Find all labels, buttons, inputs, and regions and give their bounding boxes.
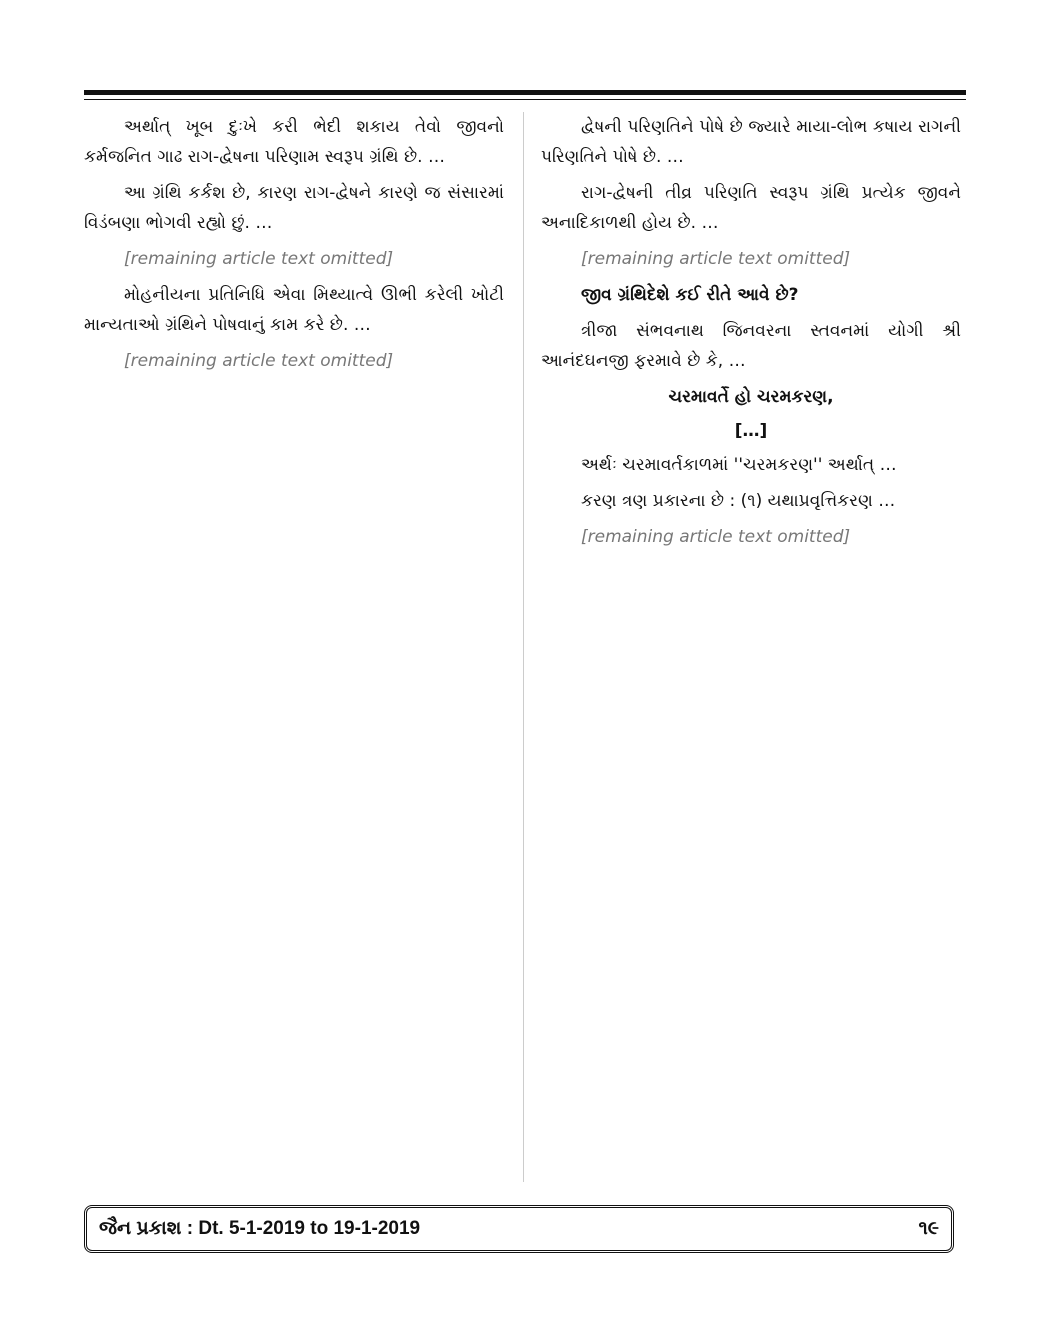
page-number: ૧૯ [918, 1218, 939, 1239]
omitted-text-note: [remaining article text omitted] [581, 527, 851, 547]
publication-info: જૈન પ્રકાશ : Dt. 5-1-2019 to 19-1-2019 [99, 1218, 421, 1239]
right-column [541, 112, 961, 1182]
header-rule-thick [84, 90, 966, 95]
omitted-text-note: [remaining article text omitted] [581, 249, 851, 269]
body-paragraph: રાગ-દ્વેષની તીવ્ર પરિણતિ સ્વરૂપ ગ્રંથિ પ્રત્યેક જીવને અનાદિકાળથી હોય છે. … [541, 183, 961, 233]
body-paragraph: કરણ ત્રણ પ્રકારના છે : (૧) યથાપ્રવૃત્તિકરણ … [581, 491, 896, 511]
body-paragraph: અર્થઃ ચરમાવર્તકાળમાં ''ચરમકરણ'' અર્થાત્ … [581, 455, 897, 475]
section-heading: જીવ ગ્રંથિદેશે કઈ રીતે આવે છે? [581, 285, 799, 305]
header-rule-thin [84, 99, 966, 100]
omitted-text-note: [remaining article text omitted] [124, 351, 394, 371]
omitted-text-note: [remaining article text omitted] [124, 249, 394, 269]
body-paragraph: મોહનીયના પ્રતિનિધિ એવા મિથ્યાત્વે ઊભી કરેલી ખોટી માન્યતાઓ ગ્રંથિને પોષવાનું કામ કરે છે. … [84, 285, 504, 335]
column-divider [523, 112, 524, 1182]
body-paragraph: અર્થાત્ ખૂબ દુઃખે કરી ભેદી શકાય તેવો જીવનો કર્મજનિત ગાઢ રાગ-દ્વેષના પરિણામ સ્વરૂપ ગ્રંથિ છે. … [84, 117, 504, 167]
verse-line: ચરમાવર્તે હો ચરમકરણ, [668, 387, 834, 407]
verse-line: […] [734, 421, 768, 441]
left-column [84, 112, 504, 1182]
body-paragraph: દ્વેષની પરિણતિને પોષે છે જ્યારે માયા-લોભ કષાય રાગની પરિણતિને પોષે છે. … [541, 117, 961, 167]
body-paragraph: આ ગ્રંથિ કર્કશ છે, કારણ રાગ-દ્વેષને કારણે જ સંસારમાં વિડંબણા ભોગવી રહ્યો છું. … [84, 183, 504, 233]
verse-intro: ત્રીજા સંભવનાથ જિનવરના સ્તવનમાં યોગી શ્રી આનંદઘનજી ફરમાવે છે કે, … [541, 321, 961, 371]
page-footer [84, 1205, 954, 1253]
